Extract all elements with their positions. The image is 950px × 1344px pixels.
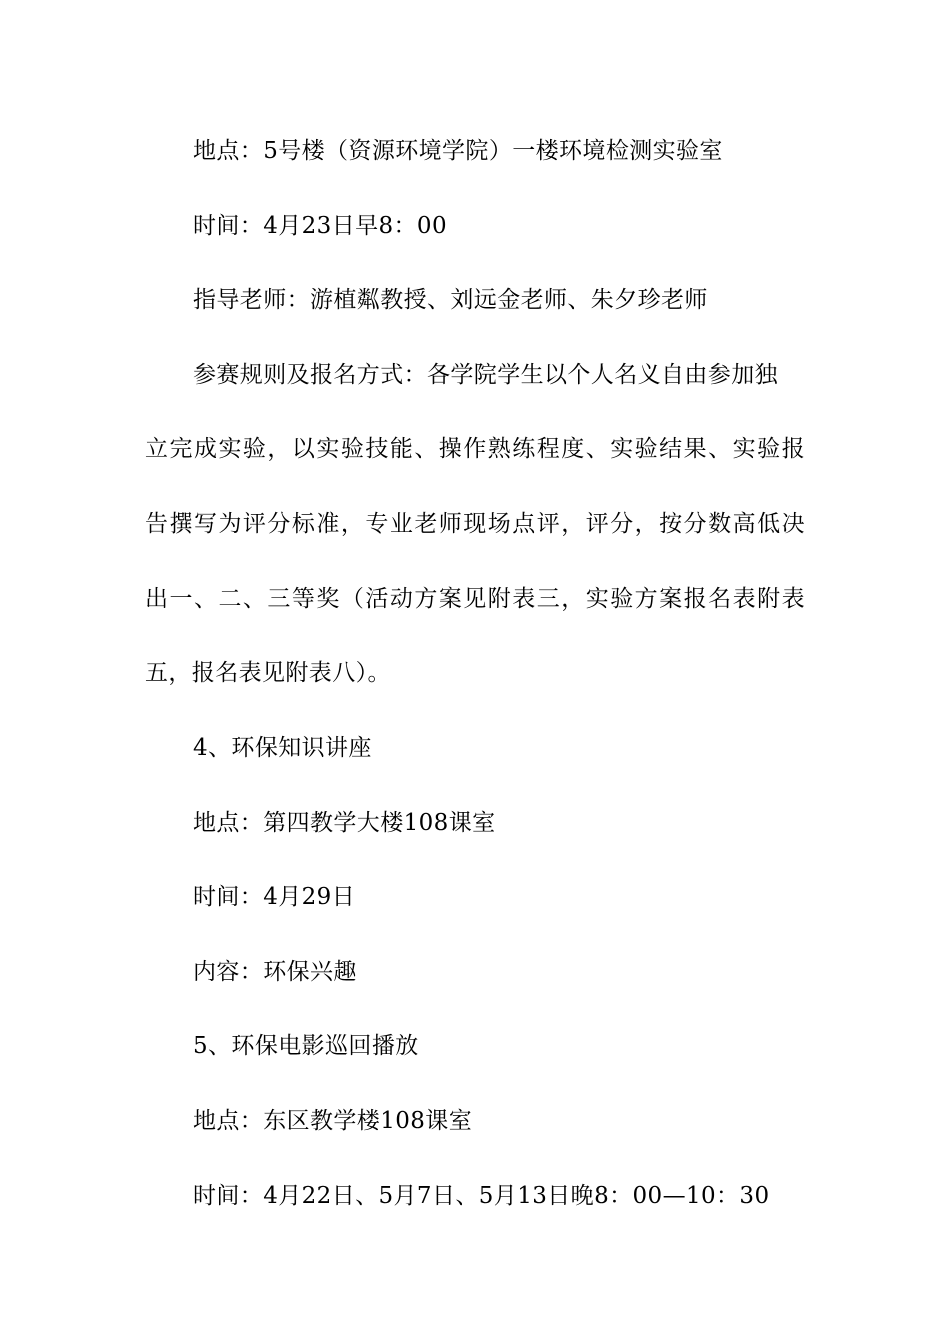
paragraph-rules-line-1: 参赛规则及报名方式：各学院学生以个人名义自由参加独 (193, 362, 778, 388)
paragraph-content-lecture: 内容：环保兴趣 (193, 959, 357, 985)
paragraph-location-movies: 地点：东区教学楼108课室 (193, 1108, 473, 1134)
paragraph-rules-line-4: 出一、二、三等奖（活动方案见附表三，实验方案报名表附表 (145, 586, 805, 612)
paragraph-location-lecture: 地点：第四教学大楼108课室 (193, 810, 496, 836)
paragraph-time-movies: 时间：4月22日、5月7日、5月13日晚8：00—10：30 (193, 1183, 770, 1209)
paragraph-rules-line-2: 立完成实验，以实验技能、操作熟练程度、实验结果、实验报 (145, 436, 805, 462)
paragraph-rules-line-3: 告撰写为评分标准，专业老师现场点评，评分，按分数高低决 (145, 511, 805, 537)
section-heading-movies: 5、环保电影巡回播放 (193, 1033, 419, 1059)
section-heading-lecture: 4、环保知识讲座 (193, 735, 372, 761)
paragraph-instructors: 指导老师：游植粼教授、刘远金老师、朱夕珍老师 (193, 287, 708, 313)
paragraph-time-lecture: 时间：4月29日 (193, 884, 356, 910)
paragraph-rules-line-5: 五，报名表见附表八）。 (145, 660, 391, 686)
paragraph-location-lab: 地点：5号楼（资源环境学院）一楼环境检测实验室 (193, 138, 723, 164)
paragraph-time-lab: 时间：4月23日早8：00 (193, 213, 447, 239)
